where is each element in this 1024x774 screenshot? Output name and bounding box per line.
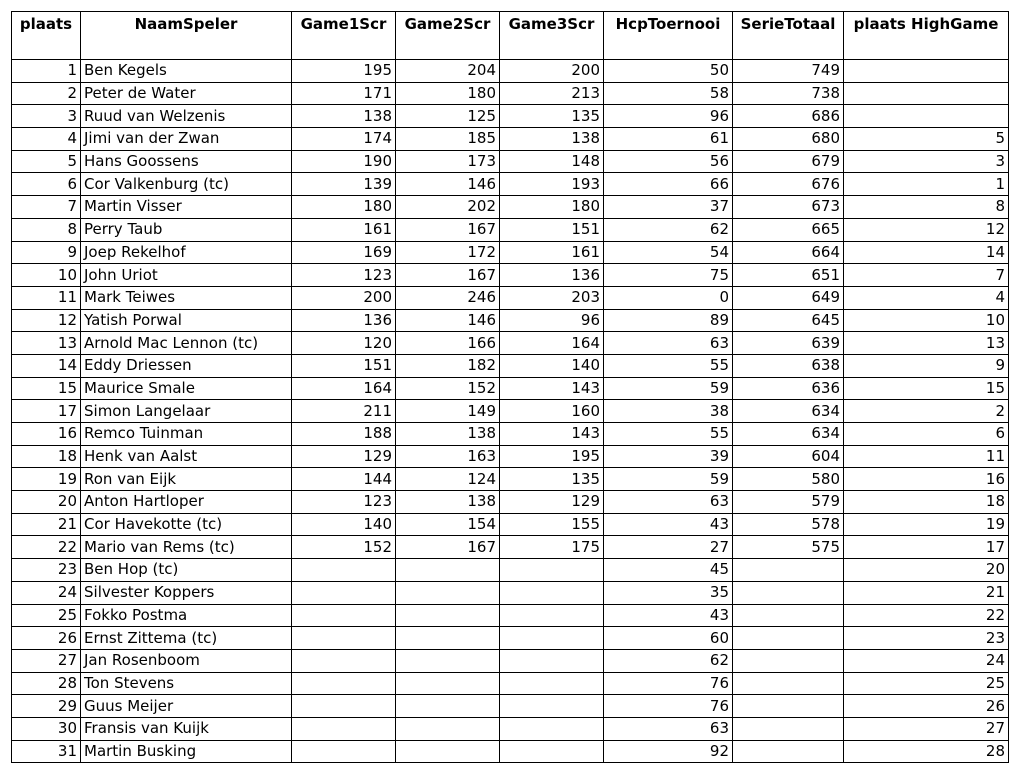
- cell-plaats: 9: [12, 241, 81, 264]
- cell-plaats-highgame: 12: [844, 218, 1009, 241]
- cell-serie-totaal: 651: [733, 264, 844, 287]
- cell-plaats: 30: [12, 717, 81, 740]
- cell-game3: 143: [500, 423, 604, 446]
- table-row: [12, 649, 1009, 672]
- cell-game1: 174: [292, 128, 396, 151]
- cell-game2: [396, 559, 500, 582]
- cell-serie-totaal: 634: [733, 400, 844, 423]
- cell-hcp: 66: [604, 173, 733, 196]
- cell-plaats-highgame: 8: [844, 196, 1009, 219]
- cell-game3: 180: [500, 196, 604, 219]
- cell-hcp: 43: [604, 604, 733, 627]
- cell-game2: 172: [396, 241, 500, 264]
- cell-naam-speler: Martin Busking: [81, 740, 292, 763]
- header-game1: Game1Scr: [292, 12, 396, 60]
- cell-game1: 180: [292, 196, 396, 219]
- cell-serie-totaal: [733, 740, 844, 763]
- cell-plaats: 13: [12, 332, 81, 355]
- cell-hcp: 59: [604, 377, 733, 400]
- cell-game2: [396, 717, 500, 740]
- cell-naam-speler: Perry Taub: [81, 218, 292, 241]
- cell-hcp: 59: [604, 468, 733, 491]
- cell-game2: 173: [396, 150, 500, 173]
- cell-game2: 149: [396, 400, 500, 423]
- cell-plaats-highgame: 26: [844, 695, 1009, 718]
- cell-game3: [500, 649, 604, 672]
- cell-plaats-highgame: 10: [844, 309, 1009, 332]
- cell-serie-totaal: 679: [733, 150, 844, 173]
- header-hcp: HcpToernooi: [604, 12, 733, 60]
- table-row: [12, 264, 1009, 287]
- cell-game3: 161: [500, 241, 604, 264]
- cell-plaats-highgame: 2: [844, 400, 1009, 423]
- cell-plaats-highgame: 23: [844, 627, 1009, 650]
- results-sheet: [11, 11, 1009, 763]
- cell-game3: 148: [500, 150, 604, 173]
- cell-game2: [396, 649, 500, 672]
- table-row: [12, 128, 1009, 151]
- cell-game2: 204: [396, 60, 500, 83]
- cell-plaats: 21: [12, 513, 81, 536]
- cell-game3: [500, 581, 604, 604]
- cell-plaats: 4: [12, 128, 81, 151]
- cell-serie-totaal: [733, 672, 844, 695]
- cell-hcp: 35: [604, 581, 733, 604]
- cell-hcp: 63: [604, 717, 733, 740]
- cell-game2: 146: [396, 173, 500, 196]
- cell-serie-totaal: [733, 627, 844, 650]
- cell-hcp: 27: [604, 536, 733, 559]
- cell-plaats: 3: [12, 105, 81, 128]
- table-row: [12, 627, 1009, 650]
- cell-naam-speler: Jimi van der Zwan: [81, 128, 292, 151]
- cell-hcp: 96: [604, 105, 733, 128]
- cell-plaats: 27: [12, 649, 81, 672]
- cell-plaats: 10: [12, 264, 81, 287]
- header-game3: Game3Scr: [500, 12, 604, 60]
- cell-plaats-highgame: 18: [844, 491, 1009, 514]
- cell-serie-totaal: 680: [733, 128, 844, 151]
- cell-plaats-highgame: 5: [844, 128, 1009, 151]
- cell-game3: 195: [500, 445, 604, 468]
- cell-plaats: 31: [12, 740, 81, 763]
- cell-hcp: 76: [604, 695, 733, 718]
- table-row: [12, 740, 1009, 763]
- cell-game2: [396, 695, 500, 718]
- cell-game1: 195: [292, 60, 396, 83]
- table-row: [12, 423, 1009, 446]
- cell-game1: 169: [292, 241, 396, 264]
- cell-plaats-highgame: 28: [844, 740, 1009, 763]
- table-row: [12, 513, 1009, 536]
- cell-hcp: 56: [604, 150, 733, 173]
- cell-serie-totaal: 738: [733, 82, 844, 105]
- cell-game2: 138: [396, 491, 500, 514]
- cell-hcp: 75: [604, 264, 733, 287]
- cell-game2: 124: [396, 468, 500, 491]
- cell-naam-speler: Joep Rekelhof: [81, 241, 292, 264]
- cell-game3: 135: [500, 105, 604, 128]
- cell-game1: 120: [292, 332, 396, 355]
- cell-naam-speler: Anton Hartloper: [81, 491, 292, 514]
- cell-game3: [500, 604, 604, 627]
- cell-game1: 136: [292, 309, 396, 332]
- cell-game1: [292, 559, 396, 582]
- cell-serie-totaal: 639: [733, 332, 844, 355]
- cell-game2: 146: [396, 309, 500, 332]
- cell-hcp: 55: [604, 423, 733, 446]
- cell-plaats-highgame: 27: [844, 717, 1009, 740]
- cell-hcp: 37: [604, 196, 733, 219]
- cell-game2: 246: [396, 286, 500, 309]
- cell-game3: 138: [500, 128, 604, 151]
- cell-game1: 144: [292, 468, 396, 491]
- header-serie-totaal: SerieTotaal: [733, 12, 844, 60]
- cell-naam-speler: Martin Visser: [81, 196, 292, 219]
- cell-naam-speler: Fransis van Kuijk: [81, 717, 292, 740]
- cell-plaats-highgame: [844, 105, 1009, 128]
- cell-plaats: 20: [12, 491, 81, 514]
- cell-plaats-highgame: [844, 82, 1009, 105]
- cell-game1: 139: [292, 173, 396, 196]
- table-row: [12, 173, 1009, 196]
- table-row: [12, 332, 1009, 355]
- cell-game2: [396, 627, 500, 650]
- table-row: [12, 377, 1009, 400]
- cell-plaats-highgame: 6: [844, 423, 1009, 446]
- cell-serie-totaal: 686: [733, 105, 844, 128]
- cell-game1: 161: [292, 218, 396, 241]
- table-row: [12, 60, 1009, 83]
- cell-naam-speler: Ben Kegels: [81, 60, 292, 83]
- cell-game1: 188: [292, 423, 396, 446]
- cell-game2: 152: [396, 377, 500, 400]
- cell-game2: 167: [396, 536, 500, 559]
- table-row: [12, 717, 1009, 740]
- cell-game3: 151: [500, 218, 604, 241]
- cell-serie-totaal: [733, 604, 844, 627]
- header-plaats: plaats: [12, 12, 81, 60]
- cell-game3: [500, 559, 604, 582]
- cell-plaats: 6: [12, 173, 81, 196]
- cell-naam-speler: Mario van Rems (tc): [81, 536, 292, 559]
- cell-game3: [500, 627, 604, 650]
- cell-game3: [500, 695, 604, 718]
- cell-plaats: 12: [12, 309, 81, 332]
- cell-hcp: 92: [604, 740, 733, 763]
- cell-game1: 140: [292, 513, 396, 536]
- table-header: [12, 12, 1009, 60]
- cell-serie-totaal: [733, 559, 844, 582]
- cell-hcp: 60: [604, 627, 733, 650]
- cell-naam-speler: Ron van Eijk: [81, 468, 292, 491]
- cell-hcp: 76: [604, 672, 733, 695]
- cell-serie-totaal: 645: [733, 309, 844, 332]
- cell-plaats: 14: [12, 354, 81, 377]
- cell-game2: [396, 581, 500, 604]
- cell-serie-totaal: 676: [733, 173, 844, 196]
- cell-game3: 143: [500, 377, 604, 400]
- cell-hcp: 63: [604, 491, 733, 514]
- cell-game3: 129: [500, 491, 604, 514]
- cell-game2: 202: [396, 196, 500, 219]
- cell-game1: 151: [292, 354, 396, 377]
- cell-naam-speler: Ernst Zittema (tc): [81, 627, 292, 650]
- cell-serie-totaal: 749: [733, 60, 844, 83]
- cell-plaats: 24: [12, 581, 81, 604]
- cell-hcp: 58: [604, 82, 733, 105]
- cell-game1: [292, 740, 396, 763]
- cell-hcp: 38: [604, 400, 733, 423]
- cell-game3: 213: [500, 82, 604, 105]
- cell-game3: 200: [500, 60, 604, 83]
- cell-naam-speler: Yatish Porwal: [81, 309, 292, 332]
- table-row: [12, 491, 1009, 514]
- cell-game3: [500, 740, 604, 763]
- table-row: [12, 445, 1009, 468]
- table-row: [12, 672, 1009, 695]
- cell-naam-speler: Maurice Smale: [81, 377, 292, 400]
- cell-game1: 129: [292, 445, 396, 468]
- cell-game2: 185: [396, 128, 500, 151]
- cell-plaats-highgame: 19: [844, 513, 1009, 536]
- cell-naam-speler: Fokko Postma: [81, 604, 292, 627]
- cell-plaats: 16: [12, 423, 81, 446]
- cell-game2: 180: [396, 82, 500, 105]
- cell-game1: [292, 581, 396, 604]
- table-row: [12, 286, 1009, 309]
- cell-game2: 167: [396, 264, 500, 287]
- cell-naam-speler: Henk van Aalst: [81, 445, 292, 468]
- cell-serie-totaal: 664: [733, 241, 844, 264]
- cell-game3: [500, 672, 604, 695]
- cell-hcp: 62: [604, 218, 733, 241]
- cell-plaats-highgame: 7: [844, 264, 1009, 287]
- cell-naam-speler: Cor Valkenburg (tc): [81, 173, 292, 196]
- cell-game2: 138: [396, 423, 500, 446]
- cell-plaats-highgame: 11: [844, 445, 1009, 468]
- cell-game3: 140: [500, 354, 604, 377]
- cell-game2: [396, 604, 500, 627]
- cell-naam-speler: Remco Tuinman: [81, 423, 292, 446]
- cell-naam-speler: Jan Rosenboom: [81, 649, 292, 672]
- cell-serie-totaal: [733, 649, 844, 672]
- cell-naam-speler: Silvester Koppers: [81, 581, 292, 604]
- cell-game3: 96: [500, 309, 604, 332]
- header-plaats-highgame: plaats HighGame: [844, 12, 1009, 60]
- cell-plaats-highgame: 14: [844, 241, 1009, 264]
- cell-game1: 123: [292, 491, 396, 514]
- cell-plaats: 18: [12, 445, 81, 468]
- cell-serie-totaal: 579: [733, 491, 844, 514]
- cell-game1: 123: [292, 264, 396, 287]
- cell-game1: [292, 604, 396, 627]
- cell-game1: [292, 717, 396, 740]
- cell-game3: 136: [500, 264, 604, 287]
- cell-naam-speler: Simon Langelaar: [81, 400, 292, 423]
- header-game2: Game2Scr: [396, 12, 500, 60]
- cell-hcp: 50: [604, 60, 733, 83]
- cell-naam-speler: Eddy Driessen: [81, 354, 292, 377]
- table-row: [12, 241, 1009, 264]
- cell-hcp: 61: [604, 128, 733, 151]
- cell-plaats: 1: [12, 60, 81, 83]
- table-row: [12, 309, 1009, 332]
- table-row: [12, 354, 1009, 377]
- cell-hcp: 55: [604, 354, 733, 377]
- table-row: [12, 536, 1009, 559]
- cell-game3: 203: [500, 286, 604, 309]
- cell-game1: [292, 672, 396, 695]
- cell-game2: 125: [396, 105, 500, 128]
- cell-naam-speler: John Uriot: [81, 264, 292, 287]
- cell-game1: 164: [292, 377, 396, 400]
- cell-serie-totaal: 604: [733, 445, 844, 468]
- cell-plaats-highgame: 3: [844, 150, 1009, 173]
- cell-plaats-highgame: 13: [844, 332, 1009, 355]
- cell-plaats-highgame: 4: [844, 286, 1009, 309]
- cell-game2: 163: [396, 445, 500, 468]
- cell-game1: 138: [292, 105, 396, 128]
- cell-plaats: 17: [12, 400, 81, 423]
- table-body: [12, 60, 1009, 763]
- table-row: [12, 218, 1009, 241]
- standings-table: [11, 11, 1009, 763]
- cell-naam-speler: Peter de Water: [81, 82, 292, 105]
- cell-game3: 193: [500, 173, 604, 196]
- cell-naam-speler: Mark Teiwes: [81, 286, 292, 309]
- cell-plaats: 15: [12, 377, 81, 400]
- cell-serie-totaal: [733, 695, 844, 718]
- cell-plaats-highgame: [844, 60, 1009, 83]
- cell-naam-speler: Arnold Mac Lennon (tc): [81, 332, 292, 355]
- cell-game3: 175: [500, 536, 604, 559]
- cell-game3: [500, 717, 604, 740]
- cell-naam-speler: Guus Meijer: [81, 695, 292, 718]
- cell-plaats: 7: [12, 196, 81, 219]
- cell-plaats-highgame: 22: [844, 604, 1009, 627]
- cell-plaats-highgame: 1: [844, 173, 1009, 196]
- cell-serie-totaal: 665: [733, 218, 844, 241]
- cell-plaats-highgame: 25: [844, 672, 1009, 695]
- cell-game1: [292, 649, 396, 672]
- cell-plaats-highgame: 9: [844, 354, 1009, 377]
- table-row: [12, 82, 1009, 105]
- cell-game3: 164: [500, 332, 604, 355]
- cell-serie-totaal: 636: [733, 377, 844, 400]
- cell-game2: 154: [396, 513, 500, 536]
- cell-plaats: 11: [12, 286, 81, 309]
- table-row: [12, 196, 1009, 219]
- cell-plaats-highgame: 21: [844, 581, 1009, 604]
- cell-plaats: 2: [12, 82, 81, 105]
- cell-serie-totaal: 580: [733, 468, 844, 491]
- cell-game1: [292, 627, 396, 650]
- cell-game3: 160: [500, 400, 604, 423]
- cell-serie-totaal: 638: [733, 354, 844, 377]
- cell-plaats: 5: [12, 150, 81, 173]
- cell-game3: 155: [500, 513, 604, 536]
- cell-hcp: 39: [604, 445, 733, 468]
- cell-hcp: 45: [604, 559, 733, 582]
- cell-serie-totaal: 578: [733, 513, 844, 536]
- cell-plaats: 26: [12, 627, 81, 650]
- cell-plaats: 19: [12, 468, 81, 491]
- cell-naam-speler: Cor Havekotte (tc): [81, 513, 292, 536]
- cell-hcp: 63: [604, 332, 733, 355]
- cell-plaats: 29: [12, 695, 81, 718]
- cell-naam-speler: Hans Goossens: [81, 150, 292, 173]
- cell-game2: 167: [396, 218, 500, 241]
- cell-plaats: 8: [12, 218, 81, 241]
- cell-serie-totaal: 673: [733, 196, 844, 219]
- cell-plaats: 23: [12, 559, 81, 582]
- cell-game1: 200: [292, 286, 396, 309]
- cell-plaats: 25: [12, 604, 81, 627]
- cell-plaats: 28: [12, 672, 81, 695]
- table-row: [12, 105, 1009, 128]
- cell-serie-totaal: 634: [733, 423, 844, 446]
- cell-hcp: 43: [604, 513, 733, 536]
- cell-game1: 190: [292, 150, 396, 173]
- cell-serie-totaal: [733, 717, 844, 740]
- cell-serie-totaal: 575: [733, 536, 844, 559]
- table-row: [12, 695, 1009, 718]
- cell-naam-speler: Ton Stevens: [81, 672, 292, 695]
- cell-plaats: 22: [12, 536, 81, 559]
- header-naam-speler: NaamSpeler: [81, 12, 292, 60]
- header-row: [12, 12, 1009, 60]
- cell-naam-speler: Ben Hop (tc): [81, 559, 292, 582]
- cell-hcp: 62: [604, 649, 733, 672]
- table-row: [12, 604, 1009, 627]
- table-row: [12, 150, 1009, 173]
- cell-serie-totaal: [733, 581, 844, 604]
- cell-game1: 211: [292, 400, 396, 423]
- cell-plaats-highgame: 17: [844, 536, 1009, 559]
- cell-game2: 166: [396, 332, 500, 355]
- cell-serie-totaal: 649: [733, 286, 844, 309]
- cell-game2: [396, 740, 500, 763]
- cell-hcp: 54: [604, 241, 733, 264]
- cell-game1: 152: [292, 536, 396, 559]
- cell-plaats-highgame: 20: [844, 559, 1009, 582]
- cell-hcp: 89: [604, 309, 733, 332]
- cell-game2: 182: [396, 354, 500, 377]
- cell-hcp: 0: [604, 286, 733, 309]
- table-row: [12, 400, 1009, 423]
- table-row: [12, 559, 1009, 582]
- cell-game2: [396, 672, 500, 695]
- cell-plaats-highgame: 16: [844, 468, 1009, 491]
- cell-plaats-highgame: 24: [844, 649, 1009, 672]
- cell-game1: 171: [292, 82, 396, 105]
- cell-game3: 135: [500, 468, 604, 491]
- cell-plaats-highgame: 15: [844, 377, 1009, 400]
- cell-naam-speler: Ruud van Welzenis: [81, 105, 292, 128]
- cell-game1: [292, 695, 396, 718]
- table-row: [12, 468, 1009, 491]
- table-row: [12, 581, 1009, 604]
